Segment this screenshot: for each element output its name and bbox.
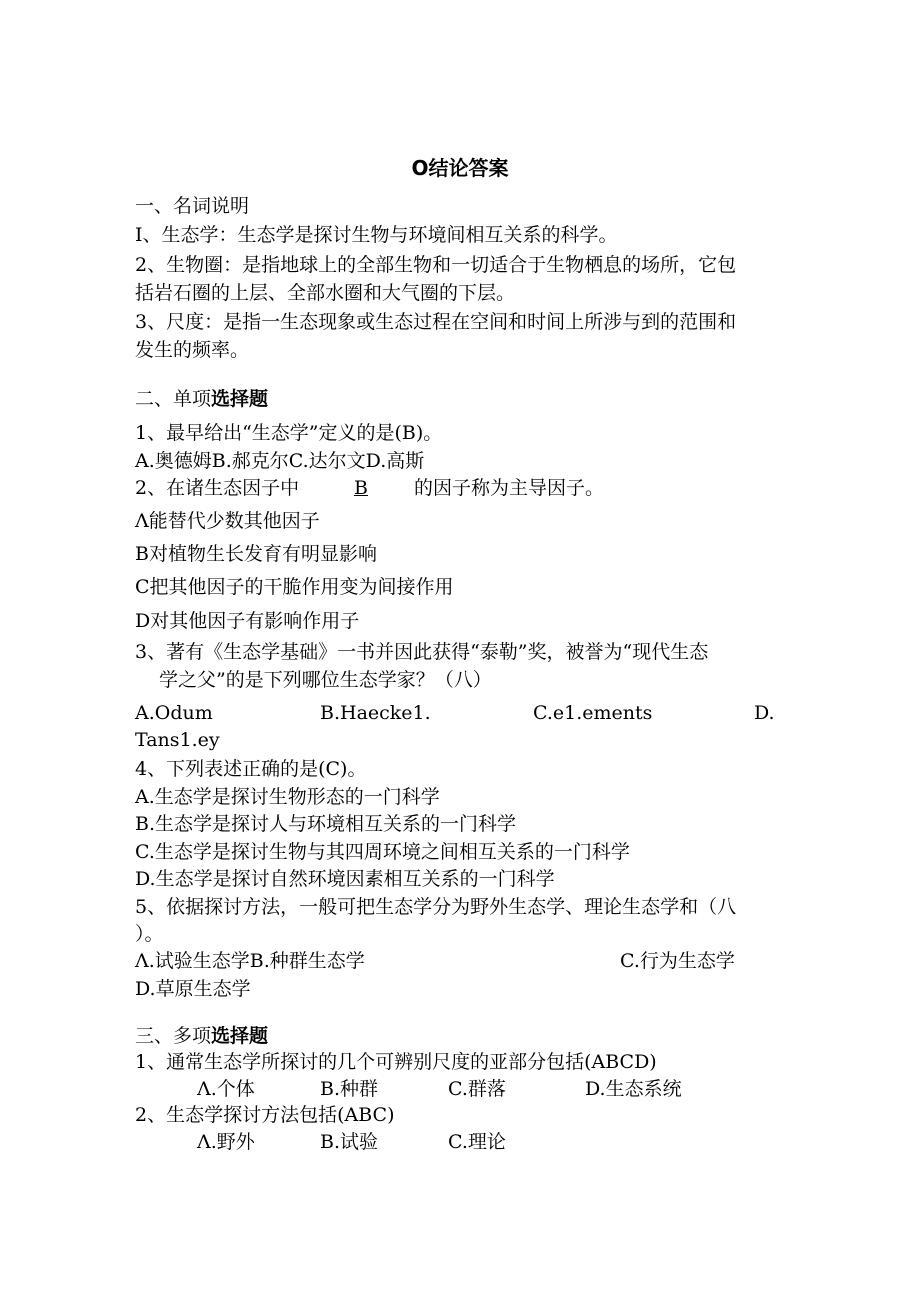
- question-2-stem: 2、在诸生态因子中: [135, 477, 300, 499]
- question-3-line1: 3、著有《生态学基础》一书并因此获得“泰勒”奖，被誉为“现代生态: [135, 641, 709, 663]
- multi-question-1-option-a: Λ.个体: [197, 1078, 255, 1100]
- multi-question-2: 2、生态学探讨方法包括(ABC): [135, 1104, 395, 1126]
- question-3-option-a: A.Odum: [135, 702, 213, 724]
- multi-question-1-option-c: C.群落: [448, 1078, 506, 1100]
- section-1-heading: 一、名词说明: [135, 195, 250, 217]
- definition-scale-line2: 发生的频率。: [135, 339, 250, 361]
- section-3-heading-suffix: 选择题: [211, 1025, 269, 1047]
- multi-question-1: 1、通常生态学所探讨的几个可辨别尺度的亚部分包括(ABCD): [135, 1051, 657, 1073]
- question-5-options-ab: Λ.试验生态学B.种群生态学: [135, 950, 365, 972]
- question-2: [135, 477, 605, 499]
- question-5-line2: ）。: [135, 923, 164, 945]
- definition-ecology: I、生态学：生态学是探讨生物与环境间相互关系的科学。: [135, 224, 618, 246]
- section-2-heading-suffix: 选择题: [211, 388, 269, 410]
- question-5-option-d: D.草原生态学: [135, 978, 251, 1000]
- question-3-option-c: C.e1.ements: [533, 702, 653, 724]
- question-4: 4、下列表述正确的是(C)。: [135, 758, 367, 780]
- definition-scale-line1: 3、尺度：是指一生态现象或生态过程在空间和时间上所涉与到的范围和: [135, 311, 737, 333]
- question-2-answer: B: [354, 477, 368, 499]
- multi-question-2-option-a: Λ.野外: [197, 1131, 255, 1153]
- question-1-options: A.奥德姆B.郝克尔C.达尔文D.高斯: [135, 450, 425, 472]
- question-2-stem-end: 的因子称为主导因子。: [414, 477, 605, 499]
- question-5-option-c: C.行为生态学: [620, 950, 735, 972]
- multi-question-1-option-d: D.生态系统: [585, 1078, 682, 1100]
- question-2-option-c: C把其他因子的干脆作用变为间接作用: [135, 576, 454, 598]
- question-4-option-d: D.生态学是探讨自然环境因素相互关系的一门科学: [135, 868, 555, 890]
- question-1: 1、最早给出“生态学”定义的是(B)。: [135, 422, 443, 444]
- section-3-heading: [135, 1027, 268, 1046]
- question-3-option-d-prefix: D.: [754, 702, 775, 724]
- section-2-heading: [135, 390, 268, 409]
- definition-biosphere-line1: 2、生物圈：是指地球上的全部生物和一切适合于生物栖息的场所，它包: [135, 254, 737, 276]
- section-2-heading-prefix: 二、单项: [135, 388, 212, 410]
- question-4-option-c: C.生态学是探讨生物与其四周环境之间相互关系的一门科学: [135, 841, 630, 863]
- section-3-heading-prefix: 三、多项: [135, 1025, 212, 1047]
- multi-question-2-option-b: B.试验: [320, 1131, 379, 1153]
- multi-question-1-option-b: B.种群: [320, 1078, 379, 1100]
- question-2-option-a: Λ能替代少数其他因子: [135, 510, 320, 532]
- page-title: O结论答案: [411, 156, 509, 180]
- question-2-option-d: D对其他因子有影响作用子: [135, 610, 360, 632]
- question-4-option-a: A.生态学是探讨生物形态的一门科学: [135, 786, 440, 808]
- question-4-option-b: B.生态学是探讨人与环境相互关系的一门科学: [135, 813, 517, 835]
- question-3-line2: 学之父”的是下列哪位生态学家？（八）: [159, 669, 492, 691]
- definition-biosphere-line2: 括岩石圈的上层、全部水圈和大气圈的下层。: [135, 282, 516, 304]
- question-2-option-b: B对植物生长发育有明显影响: [135, 543, 377, 565]
- question-3-option-d: Tans1.ey: [135, 729, 220, 751]
- question-3-option-b: B.Haecke1.: [320, 702, 431, 724]
- question-5-line1: 5、依据探讨方法，一般可把生态学分为野外生态学、理论生态学和（八: [135, 896, 737, 918]
- multi-question-2-option-c: C.理论: [448, 1131, 506, 1153]
